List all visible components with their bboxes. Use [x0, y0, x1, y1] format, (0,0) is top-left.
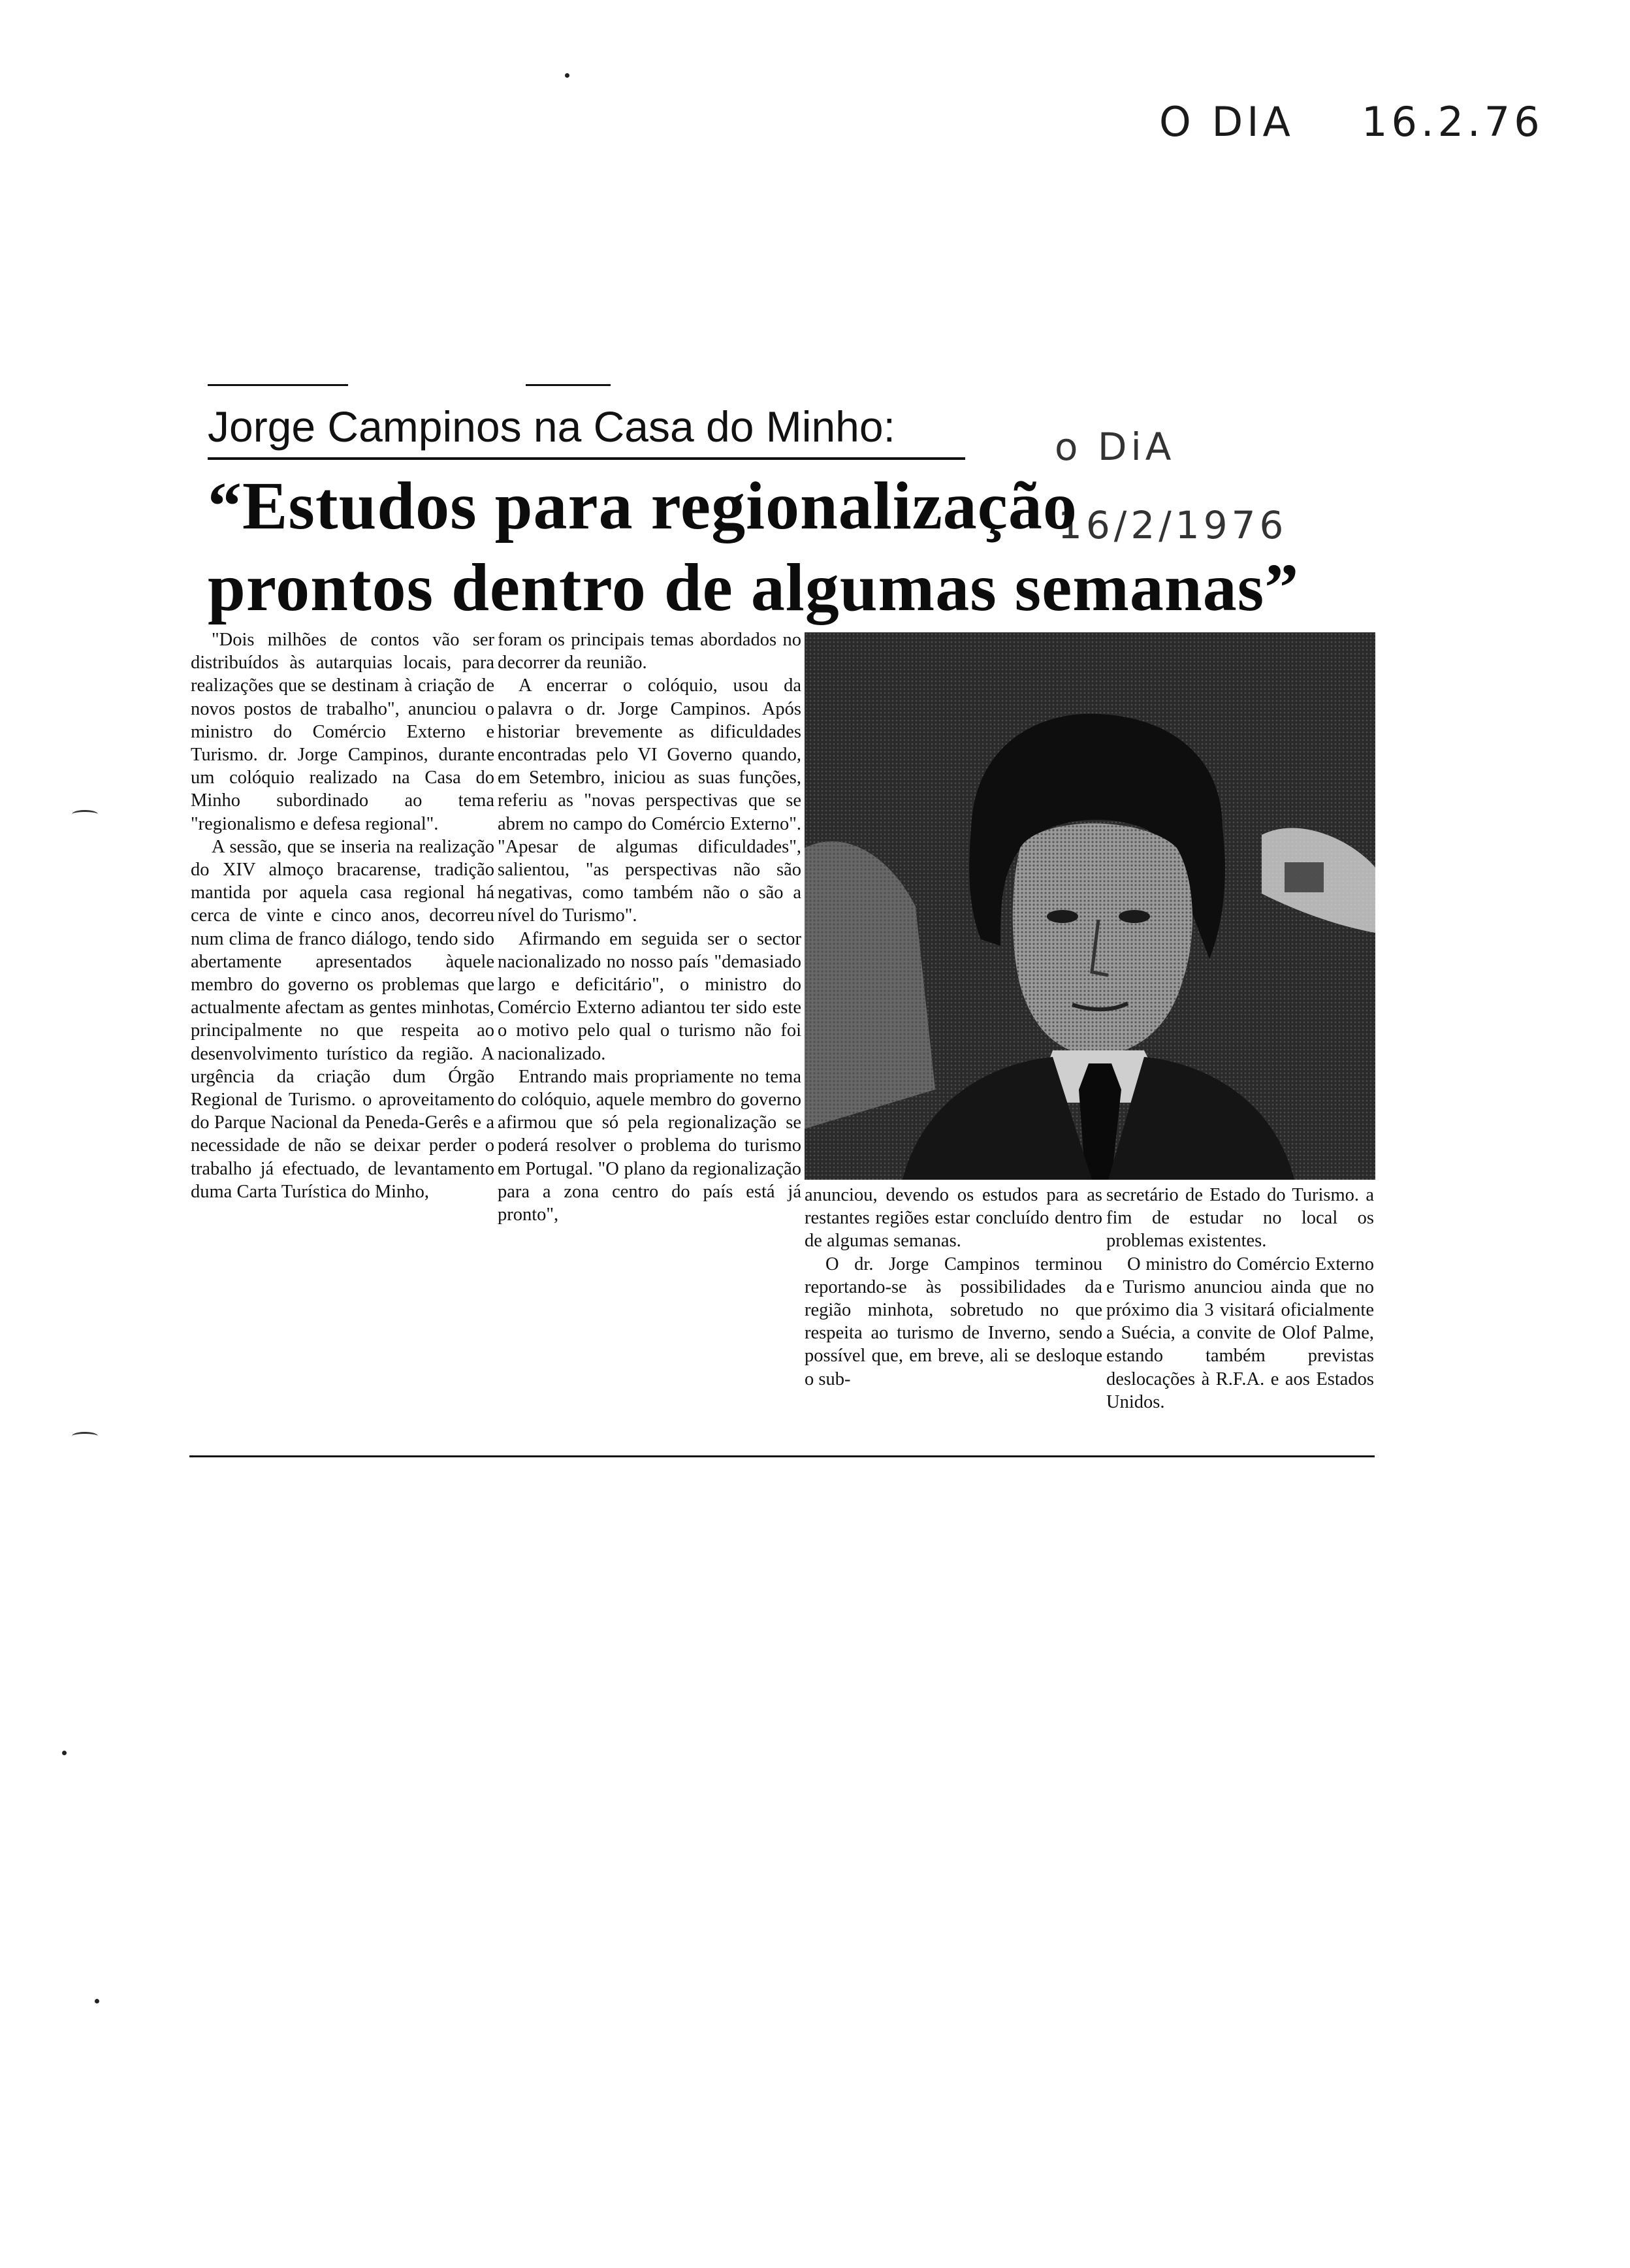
headline-line-1: “Estudos para regionalização: [208, 468, 1078, 543]
column-1-paragraph-2: A sessão, que se inseria na realização do XIV almoço bracarense, tradição mantida por aquela casa regional há cerca de vinte e cinco anos, decorreu num clima de franco diálogo, tendo sido abertamente apresentados àquele membro do governo os problemas que actualmente afectam as gentes minhotas, principalmente no que respeita ao desenvolvimento turístico da região. A urgência da criação dum Órgão Regional de Turismo. o aproveitamento do Parque Nacional da Peneda-Gerês e a necessidade de não se deixar perder o trabalho já efectuado, de levantamento duma Carta Turística do Minho,: [191, 836, 494, 1202]
top-rule-right: [526, 384, 611, 386]
column-3-paragraph-2: O dr. Jorge Campinos terminou reportando-se às possibilidades da região minhota, sobretudo no que respeita ao turismo de Inverno, sendo possível que, em breve, ali se desloque o sub-: [805, 1254, 1102, 1389]
column-2-paragraph-1: foram os principais temas abordados no decorrer da reunião.: [498, 630, 801, 673]
article-bottom-rule: [189, 1455, 1375, 1457]
article-kicker: Jorge Campinos na Casa do Minho:: [208, 402, 895, 451]
handwritten-source-label: O DIA: [1159, 98, 1294, 146]
article-column-1: [191, 628, 494, 1203]
margin-source-note: o DiA: [1055, 425, 1175, 469]
scan-speck: [565, 73, 569, 78]
handwritten-date-label: 16.2.76: [1362, 98, 1544, 146]
column-4-paragraph-1: secretário de Estado do Turismo. a fim de estudar no local os problemas existentes.: [1106, 1185, 1374, 1252]
portrait-photo: [805, 632, 1375, 1180]
scan-speck: [95, 1999, 99, 2003]
margin-date-note: 16/2/1976: [1058, 503, 1288, 547]
column-2-paragraph-2: A encerrar o colóquio, usou da palavra o dr. Jorge Campinos. Após historiar brevemente as dificuldades encontradas pelo VI Governo quando, em Setembro, iniciou as suas funções, referiu as "novas perspectivas que se abrem no campo do Comércio Externo". "Apesar de algumas dificuldades", salientou, "as perspectivas não são negativas, como também não o são a nível do Turismo".: [498, 675, 801, 926]
column-2-paragraph-3: Afirmando em seguida ser o sector nacionalizado no nosso país "demasiado largo e deficitário", o ministro do Comércio Externo adiantou ter sido este o motivo pelo qual o turismo não foi nacionalizado.: [498, 928, 801, 1064]
headline-line-2: prontos dentro de algumas semanas”: [208, 550, 1300, 625]
article-column-3: [805, 1184, 1102, 1391]
top-rule-left: [208, 384, 348, 386]
column-3-paragraph-1: anunciou, devendo os estudos para as restantes regiões estar concluído dentro de algumas semanas.: [805, 1185, 1102, 1252]
kicker-underline: [208, 457, 965, 460]
column-4-paragraph-2: O ministro do Comércio Externo e Turismo anunciou ainda que no próximo dia 3 visitará oficialmente a Suécia, a convite de Olof Palme, estando também previstas deslocações à R.F.A. e aos Estados Unidos.: [1106, 1254, 1374, 1412]
portrait-illustration: [805, 632, 1375, 1180]
article-column-4: [1106, 1184, 1374, 1414]
column-1-paragraph-1: "Dois milhões de contos vão ser distribuídos às autarquias locais, para realizações que se destinam à criação de novos postos de trabalho", anunciou o ministro do Comércio Externo e Turismo. dr. Jorge Campinos, durante um colóquio realizado na Casa do Minho subordinado ao tema "regionalismo e defesa regional".: [191, 630, 494, 834]
article-column-2: [498, 628, 801, 1226]
column-2-paragraph-4: Entrando mais propriamente no tema do colóquio, aquele membro do governo afirmou que só pela regionalização se poderá resolver o problema do turismo em Portugal. "O plano da regionalização para a zona centro do país está já pronto",: [498, 1066, 801, 1225]
scan-speck: [62, 1751, 67, 1755]
margin-hole-mark: [72, 810, 98, 818]
margin-hole-mark: [72, 1432, 98, 1440]
